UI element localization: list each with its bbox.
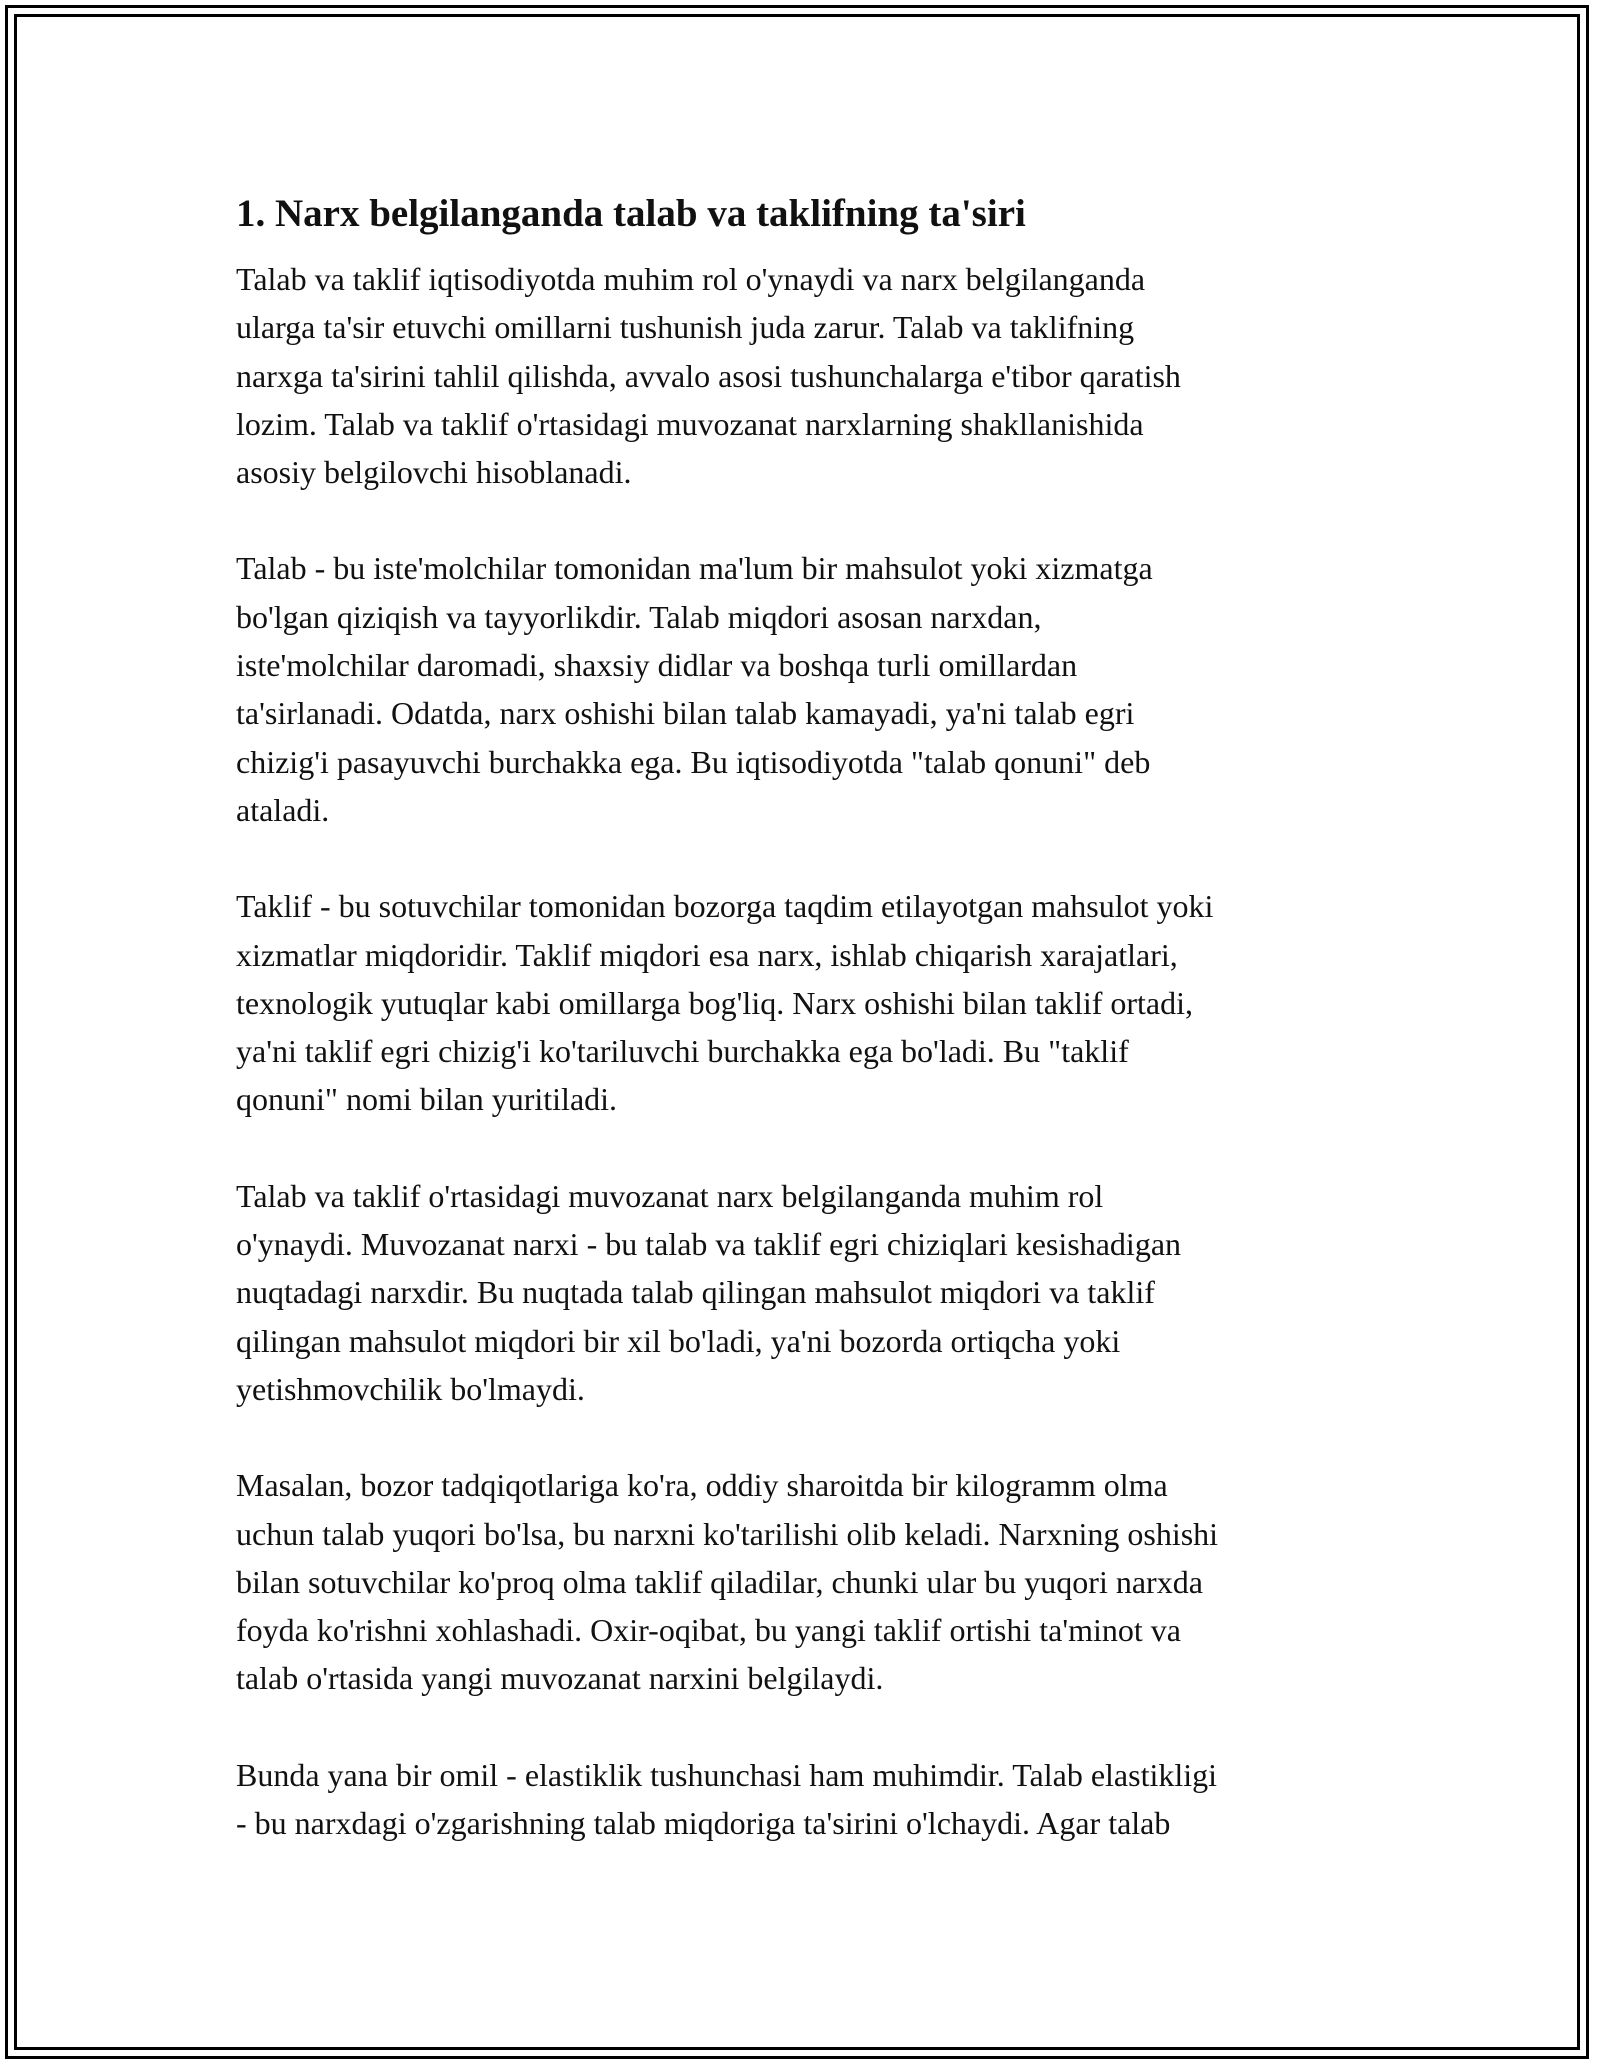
text-line: qonuni" nomi bilan yuritiladi. (236, 1081, 618, 1118)
text-line: nuqtadagi narxdir. Bu nuqtada talab qilingan mahsulot miqdori va taklif (236, 1274, 1155, 1311)
text-line: texnologik yutuqlar kabi omillarga bog'liq. Narx oshishi bilan taklif ortadi, (236, 984, 1194, 1021)
text-line: bo'lgan qiziqish va tayyorlikdir. Talab miqdori asosan narxdan, (236, 598, 1042, 635)
paragraph-supply (236, 882, 1376, 1123)
text-line: Talab - bu iste'molchilar tomonidan ma'lum bir mahsulot yoki xizmatga (236, 550, 1153, 587)
paragraph-intro (236, 255, 1376, 496)
document-title: 1. Narx belgilanganda talab va taklifning ta'siri (236, 192, 1026, 235)
text-line: bilan sotuvchilar ko'proq olma taklif qiladilar, chunki ular bu yuqori narxda (236, 1563, 1203, 1600)
text-line: Masalan, bozor tadqiqotlariga ko'ra, oddiy sharoitda bir kilogramm olma (236, 1467, 1168, 1504)
text-line: yetishmovchilik bo'lmaydi. (236, 1370, 585, 1407)
text-line: Bunda yana bir omil - elastiklik tushunchasi ham muhimdir. Talab elastikligi (236, 1756, 1218, 1793)
text-line: chizig'i pasayuvchi burchakka ega. Bu iqtisodiyotda "talab qonuni" deb (236, 743, 1151, 780)
paragraph-demand (236, 544, 1376, 834)
text-line: Taklif - bu sotuvchilar tomonidan bozorga taqdim etilayotgan mahsulot yoki (236, 888, 1214, 925)
paragraph-equilibrium (236, 1172, 1376, 1413)
text-line: ya'ni taklif egri chizig'i ko'tariluvchi burchakka ega bo'ladi. Bu "taklif (236, 1033, 1129, 1070)
text-line: ta'sirlanadi. Odatda, narx oshishi bilan talab kamayadi, ya'ni talab egri (236, 695, 1135, 732)
text-line: ularga ta'sir etuvchi omillarni tushunish juda zarur. Talab va taklifning (236, 309, 1135, 346)
text-line: Talab va taklif iqtisodiyotda muhim rol o'ynaydi va narx belgilanganda (236, 261, 1146, 297)
text-line: foyda ko'rishni xohlashadi. Oxir-oqibat, bu yangi taklif ortishi ta'minot va (236, 1612, 1181, 1649)
text-line: - bu narxdagi o'zgarishning talab miqdoriga ta'sirini o'lchaydi. Agar talab (236, 1805, 1171, 1842)
text-line: xizmatlar miqdoridir. Taklif miqdori esa narx, ishlab chiqarish xarajatlari, (236, 936, 1178, 973)
paragraph-example (236, 1461, 1376, 1702)
text-line: qilingan mahsulot miqdori bir xil bo'ladi, ya'ni bozorda ortiqcha yoki (236, 1322, 1121, 1359)
text-line: uchun talab yuqori bo'lsa, bu narxni ko'tarilishi olib keladi. Narxning oshishi (236, 1515, 1219, 1552)
text-line: iste'molchilar daromadi, shaxsiy didlar va boshqa turli omillardan (236, 647, 1078, 684)
text-line: narxga ta'sirini tahlil qilishda, avvalo asosi tushunchalarga e'tibor qaratish (236, 357, 1181, 394)
text-line: talab o'rtasida yangi muvozanat narxini belgilaydi. (236, 1660, 884, 1697)
text-line: asosiy belgilovchi hisoblanadi. (236, 454, 632, 491)
text-line: ataladi. (236, 791, 330, 828)
paragraph-elasticity (236, 1751, 1376, 1848)
text-line: o'ynaydi. Muvozanat narxi - bu talab va taklif egri chiziqlari kesishadigan (236, 1226, 1182, 1263)
text-line: Talab va taklif o'rtasidagi muvozanat narx belgilanganda muhim rol (236, 1177, 1104, 1214)
text-line: lozim. Talab va taklif o'rtasidagi muvozanat narxlarning shakllanishida (236, 405, 1144, 442)
document-body (236, 185, 1376, 1895)
